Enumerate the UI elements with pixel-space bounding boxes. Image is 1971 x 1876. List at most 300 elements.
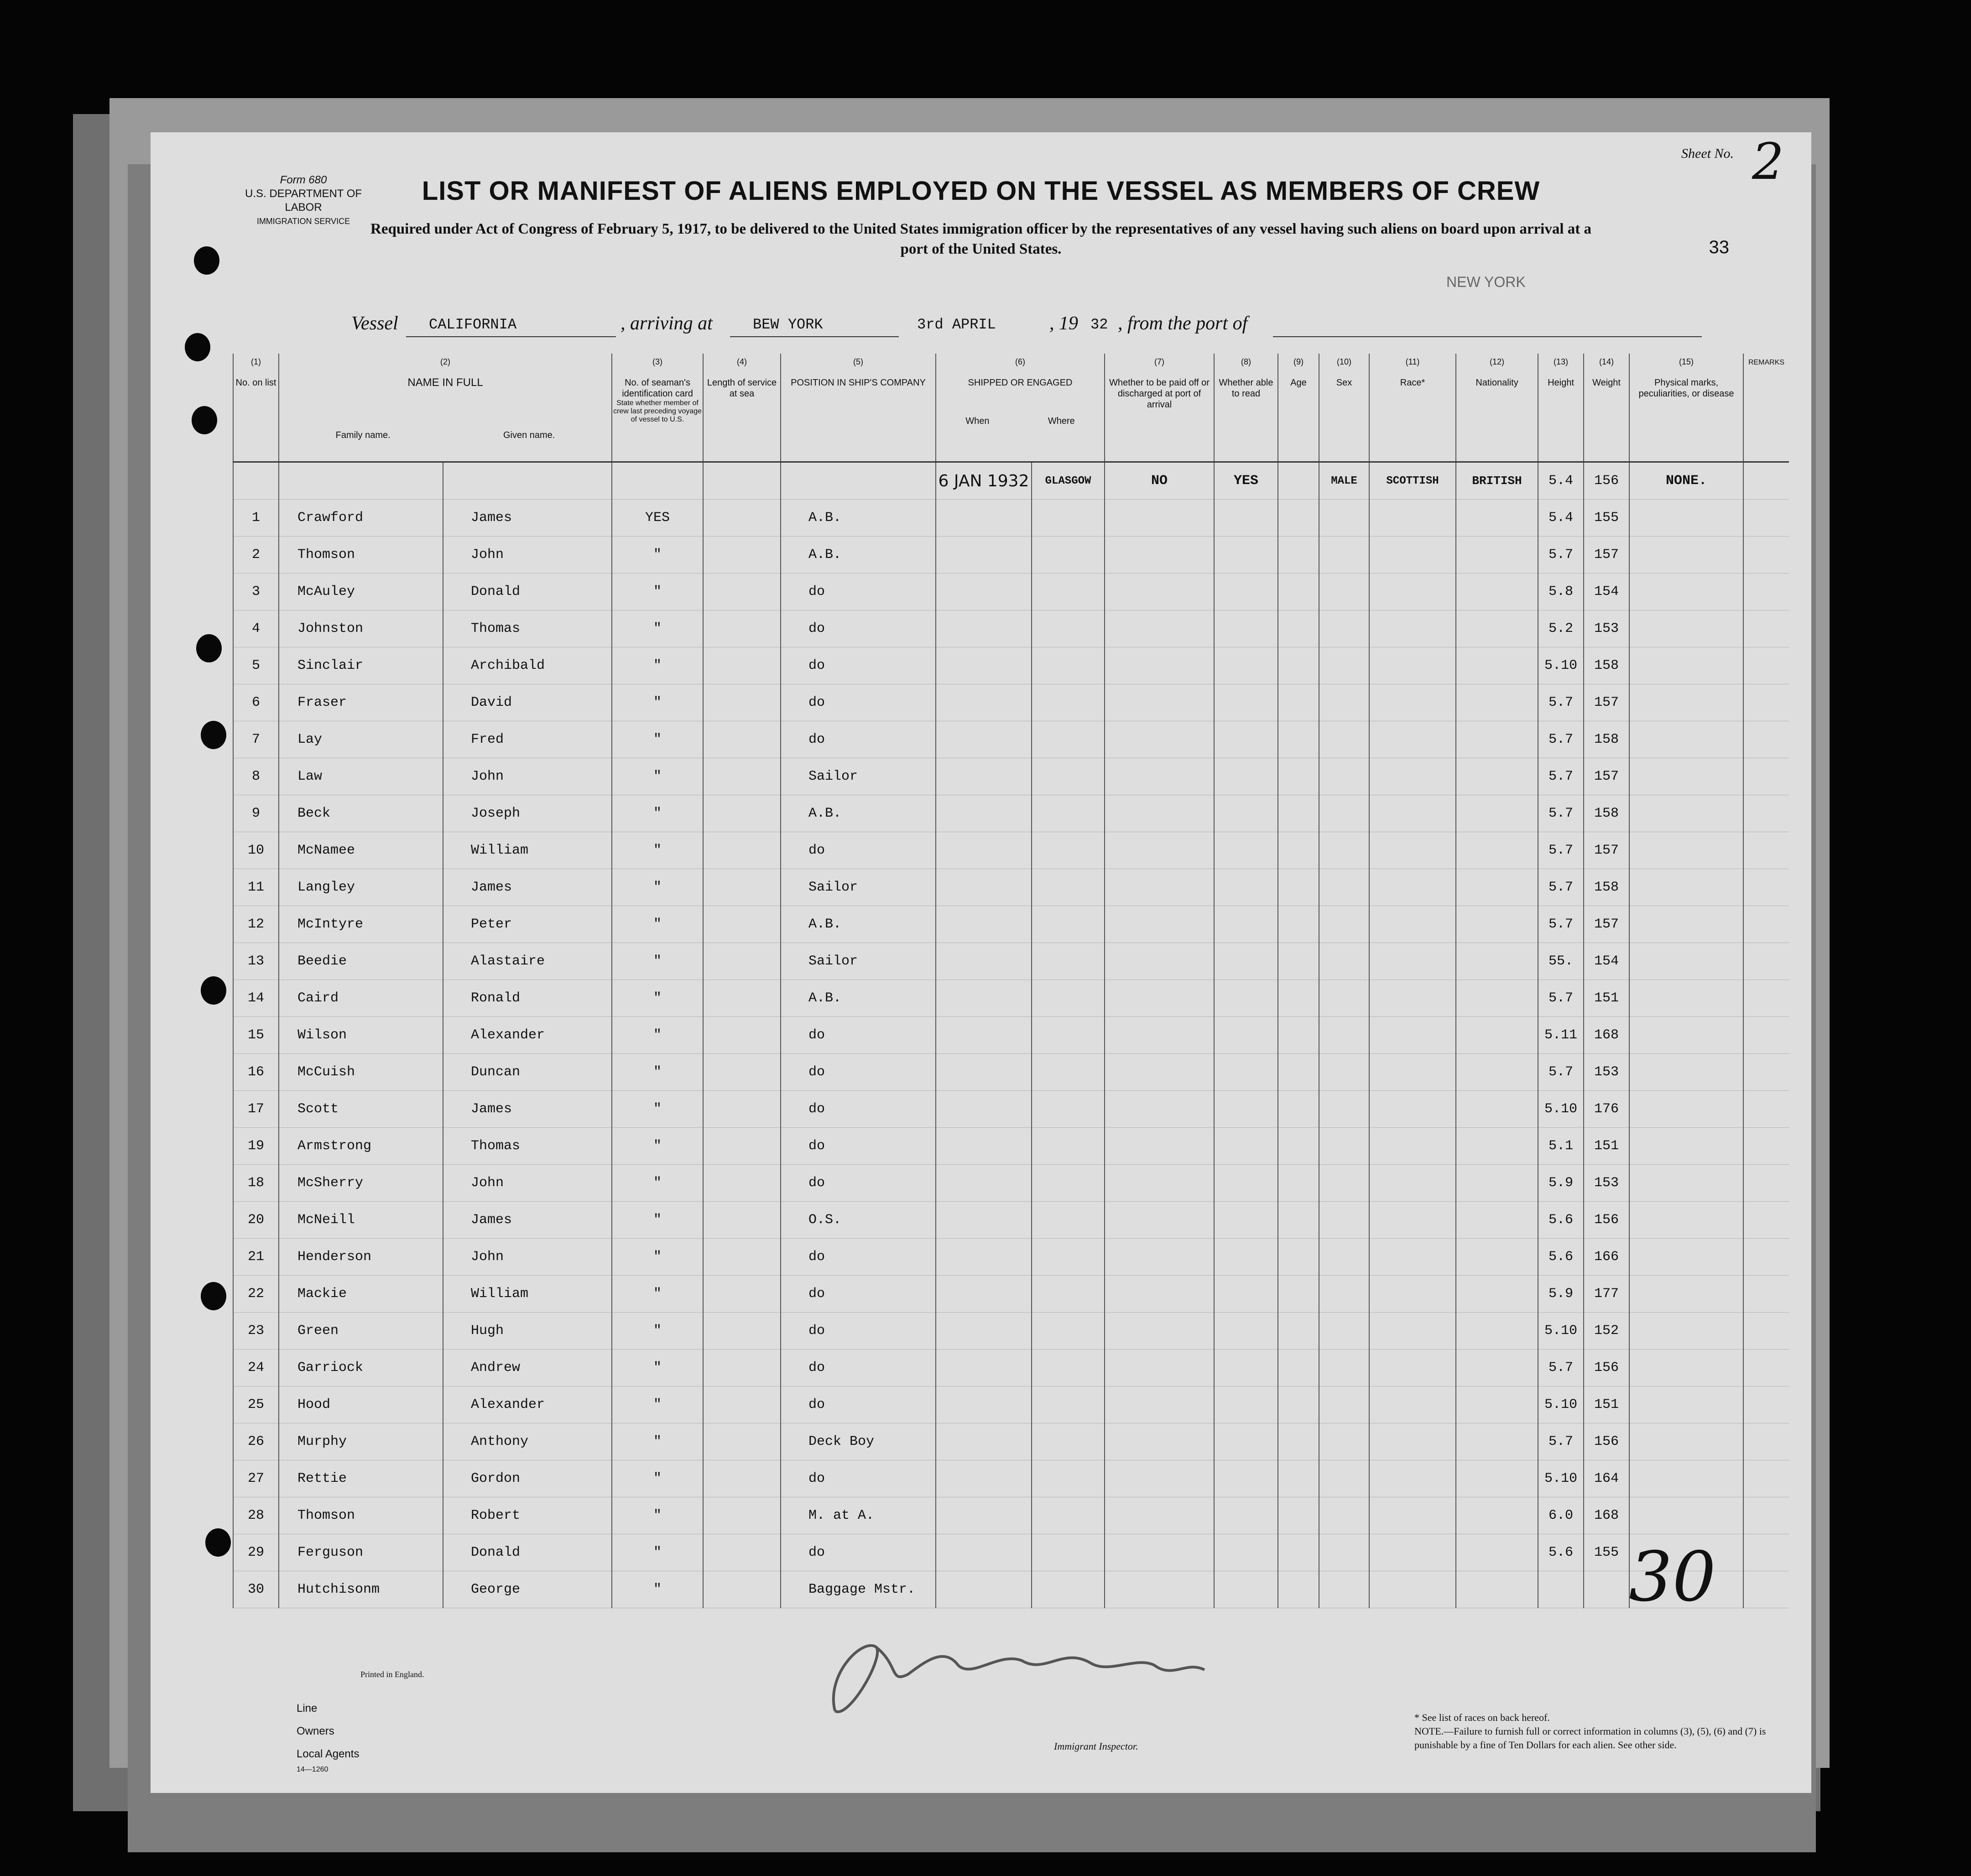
able-to-read bbox=[1214, 500, 1278, 537]
crew-number: 4 bbox=[233, 610, 279, 647]
inspector-signature bbox=[808, 1620, 1218, 1738]
service-length bbox=[703, 1571, 781, 1608]
position: do bbox=[781, 1054, 936, 1091]
family-name: Beedie bbox=[279, 943, 443, 980]
weight: 153 bbox=[1584, 1165, 1629, 1202]
family-name: McIntyre bbox=[279, 906, 443, 943]
age bbox=[1278, 684, 1319, 721]
able-to-read bbox=[1214, 906, 1278, 943]
physical-marks bbox=[1629, 647, 1743, 684]
physical-marks bbox=[1629, 1202, 1743, 1239]
nationality bbox=[1456, 721, 1538, 758]
footer-note bbox=[1414, 1711, 1788, 1752]
table-row bbox=[233, 1386, 1789, 1423]
able-to-read bbox=[1214, 1386, 1278, 1423]
shipped-when bbox=[936, 869, 1032, 906]
line-label: Line bbox=[297, 1702, 318, 1714]
position: A.B. bbox=[781, 537, 936, 573]
physical-marks bbox=[1629, 500, 1743, 537]
given-name: George bbox=[443, 1571, 612, 1608]
height: 5.7 bbox=[1538, 832, 1584, 869]
remarks bbox=[1743, 1017, 1789, 1054]
punch-hole bbox=[194, 246, 219, 275]
nationality bbox=[1456, 1386, 1538, 1423]
crew-number: 2 bbox=[233, 537, 279, 573]
table-row bbox=[233, 684, 1789, 721]
col-header-age: (9) Age bbox=[1278, 354, 1319, 462]
able-to-read bbox=[1214, 1128, 1278, 1165]
family-name: Hutchisonm bbox=[279, 1571, 443, 1608]
sex bbox=[1319, 1497, 1369, 1534]
able-to-read bbox=[1214, 832, 1278, 869]
remarks bbox=[1743, 1165, 1789, 1202]
shipped-when bbox=[936, 1091, 1032, 1128]
race bbox=[1369, 869, 1456, 906]
shipped-where bbox=[1032, 1128, 1105, 1165]
physical-marks bbox=[1629, 1091, 1743, 1128]
read-value: YES bbox=[1214, 462, 1278, 500]
service-length bbox=[703, 684, 781, 721]
weight: 154 bbox=[1584, 943, 1629, 980]
punch-hole bbox=[196, 634, 222, 662]
given-name: Fred bbox=[443, 721, 612, 758]
race bbox=[1369, 1276, 1456, 1313]
table-row bbox=[233, 1423, 1789, 1460]
given-name: Archibald bbox=[443, 647, 612, 684]
nationality bbox=[1456, 943, 1538, 980]
remarks bbox=[1743, 1423, 1789, 1460]
race bbox=[1369, 684, 1456, 721]
race bbox=[1369, 1460, 1456, 1497]
shipped-where bbox=[1032, 1239, 1105, 1276]
crew-number: 27 bbox=[233, 1460, 279, 1497]
shipped-when bbox=[936, 610, 1032, 647]
age bbox=[1278, 1128, 1319, 1165]
card-value: " bbox=[612, 1091, 703, 1128]
race bbox=[1369, 1091, 1456, 1128]
col-header-name: (2) NAME IN FULL Family name. Given name. bbox=[279, 354, 612, 462]
card-value: " bbox=[612, 980, 703, 1017]
able-to-read bbox=[1214, 1165, 1278, 1202]
manifest-page bbox=[151, 132, 1811, 1793]
height: 5.10 bbox=[1538, 1386, 1584, 1423]
physical-marks bbox=[1629, 684, 1743, 721]
able-to-read bbox=[1214, 795, 1278, 832]
height: 5.7 bbox=[1538, 684, 1584, 721]
height: 5.7 bbox=[1538, 537, 1584, 573]
age bbox=[1278, 537, 1319, 573]
shipped-where bbox=[1032, 1423, 1105, 1460]
shipped-where bbox=[1032, 537, 1105, 573]
age bbox=[1278, 610, 1319, 647]
card-value: " bbox=[612, 1054, 703, 1091]
height: 5.7 bbox=[1538, 1350, 1584, 1386]
remarks bbox=[1743, 795, 1789, 832]
remarks bbox=[1743, 537, 1789, 573]
height: 6.0 bbox=[1538, 1497, 1584, 1534]
crew-number: 18 bbox=[233, 1165, 279, 1202]
able-to-read bbox=[1214, 1534, 1278, 1571]
shipped-when bbox=[936, 1350, 1032, 1386]
able-to-read bbox=[1214, 610, 1278, 647]
height: 5.7 bbox=[1538, 1423, 1584, 1460]
card-value: " bbox=[612, 1313, 703, 1350]
family-name: Hood bbox=[279, 1386, 443, 1423]
sex bbox=[1319, 1054, 1369, 1091]
nationality bbox=[1456, 795, 1538, 832]
remarks bbox=[1743, 1534, 1789, 1571]
owners-label: Owners bbox=[297, 1725, 334, 1737]
service-length bbox=[703, 869, 781, 906]
position: do bbox=[781, 1165, 936, 1202]
physical-marks bbox=[1629, 1497, 1743, 1534]
family-name: Crawford bbox=[279, 500, 443, 537]
card-value: " bbox=[612, 647, 703, 684]
given-name: James bbox=[443, 500, 612, 537]
position: do bbox=[781, 573, 936, 610]
vessel-rule bbox=[406, 336, 616, 337]
crew-number: 8 bbox=[233, 758, 279, 795]
given-name: James bbox=[443, 1202, 612, 1239]
nationality bbox=[1456, 1571, 1538, 1608]
nationality bbox=[1456, 832, 1538, 869]
remarks bbox=[1743, 1239, 1789, 1276]
port-stamp: NEW YORK bbox=[1446, 274, 1526, 290]
sex bbox=[1319, 684, 1369, 721]
shipped-where bbox=[1032, 869, 1105, 906]
shipped-where bbox=[1032, 1276, 1105, 1313]
shipped-when bbox=[936, 721, 1032, 758]
race bbox=[1369, 1350, 1456, 1386]
table-row bbox=[233, 1534, 1789, 1571]
shipped-when bbox=[936, 500, 1032, 537]
height: 5.7 bbox=[1538, 758, 1584, 795]
printed-in-england: Printed in England. bbox=[360, 1670, 424, 1679]
sex bbox=[1319, 573, 1369, 610]
race bbox=[1369, 647, 1456, 684]
race bbox=[1369, 1239, 1456, 1276]
height: 5.6 bbox=[1538, 1202, 1584, 1239]
shipped-where bbox=[1032, 1054, 1105, 1091]
race bbox=[1369, 1386, 1456, 1423]
given-name: John bbox=[443, 758, 612, 795]
shipped-when bbox=[936, 647, 1032, 684]
age bbox=[1278, 980, 1319, 1017]
sheet-number-label: Sheet No. bbox=[1681, 146, 1734, 161]
height: 55. bbox=[1538, 943, 1584, 980]
able-to-read bbox=[1214, 647, 1278, 684]
paid-off bbox=[1105, 647, 1214, 684]
shipped-where bbox=[1032, 684, 1105, 721]
physical-marks bbox=[1629, 1350, 1743, 1386]
shipped-when bbox=[936, 943, 1032, 980]
able-to-read bbox=[1214, 1091, 1278, 1128]
family-name: Scott bbox=[279, 1091, 443, 1128]
card-value: YES bbox=[612, 500, 703, 537]
shipped-where bbox=[1032, 647, 1105, 684]
position: do bbox=[781, 1091, 936, 1128]
weight: 156 bbox=[1584, 1202, 1629, 1239]
family-name: Sinclair bbox=[279, 647, 443, 684]
card-value: " bbox=[612, 869, 703, 906]
sex bbox=[1319, 1202, 1369, 1239]
service-length bbox=[703, 906, 781, 943]
position: do bbox=[781, 1313, 936, 1350]
paid-off bbox=[1105, 1313, 1214, 1350]
service-length bbox=[703, 1017, 781, 1054]
family-name-header: Family name. bbox=[335, 430, 391, 440]
height: 5.9 bbox=[1538, 1165, 1584, 1202]
given-name: Ronald bbox=[443, 980, 612, 1017]
race bbox=[1369, 610, 1456, 647]
department-name: U.S. DEPARTMENT OF LABOR bbox=[245, 188, 362, 214]
paid-off bbox=[1105, 943, 1214, 980]
race-value: SCOTTISH bbox=[1369, 462, 1456, 500]
table-row bbox=[233, 610, 1789, 647]
shipped-where bbox=[1032, 795, 1105, 832]
table-row bbox=[233, 1165, 1789, 1202]
penalty-note: NOTE.—Failure to furnish full or correct information in columns (3), (5), (6) and (7) is punishable by a fine of Ten Dollars for each alien. See other side. bbox=[1414, 1725, 1766, 1751]
table-row bbox=[233, 1350, 1789, 1386]
nationality bbox=[1456, 906, 1538, 943]
family-name: Mackie bbox=[279, 1276, 443, 1313]
card-value: " bbox=[612, 795, 703, 832]
nationality bbox=[1456, 1017, 1538, 1054]
service-length bbox=[703, 1534, 781, 1571]
physical-marks bbox=[1629, 1128, 1743, 1165]
arriving-port: BEW YORK bbox=[753, 316, 823, 333]
card-value: " bbox=[612, 1571, 703, 1608]
age bbox=[1278, 1202, 1319, 1239]
position: A.B. bbox=[781, 980, 936, 1017]
shipped-when bbox=[936, 537, 1032, 573]
position: do bbox=[781, 684, 936, 721]
form-number: Form 680 bbox=[280, 174, 327, 186]
crew-number: 29 bbox=[233, 1534, 279, 1571]
paid-off bbox=[1105, 1497, 1214, 1534]
table-row bbox=[233, 500, 1789, 537]
sex bbox=[1319, 647, 1369, 684]
paid-off bbox=[1105, 795, 1214, 832]
crew-number: 21 bbox=[233, 1239, 279, 1276]
paid-off bbox=[1105, 869, 1214, 906]
table-row bbox=[233, 832, 1789, 869]
able-to-read bbox=[1214, 1239, 1278, 1276]
weight: 156 bbox=[1584, 1423, 1629, 1460]
shipped-when bbox=[936, 1313, 1032, 1350]
remarks bbox=[1743, 1128, 1789, 1165]
height: 5.1 bbox=[1538, 1128, 1584, 1165]
service-length bbox=[703, 1386, 781, 1423]
family-name: Law bbox=[279, 758, 443, 795]
position: do bbox=[781, 721, 936, 758]
position: O.S. bbox=[781, 1202, 936, 1239]
card-value: " bbox=[612, 1276, 703, 1313]
shipped-when bbox=[936, 832, 1032, 869]
race bbox=[1369, 1128, 1456, 1165]
race bbox=[1369, 1571, 1456, 1608]
table-row bbox=[233, 906, 1789, 943]
shipped-when bbox=[936, 1386, 1032, 1423]
shipped-when bbox=[936, 758, 1032, 795]
weight: 151 bbox=[1584, 1386, 1629, 1423]
height-value: 5.4 bbox=[1538, 462, 1584, 500]
sex bbox=[1319, 943, 1369, 980]
paid-off bbox=[1105, 684, 1214, 721]
height: 5.7 bbox=[1538, 869, 1584, 906]
race bbox=[1369, 1313, 1456, 1350]
age bbox=[1278, 832, 1319, 869]
service-length bbox=[703, 758, 781, 795]
col-header-position: (5) POSITION IN SHIP'S COMPANY bbox=[781, 354, 936, 462]
physical-marks bbox=[1629, 832, 1743, 869]
table-row bbox=[233, 795, 1789, 832]
remarks bbox=[1743, 1497, 1789, 1534]
shipped-when bbox=[936, 1202, 1032, 1239]
given-name: William bbox=[443, 832, 612, 869]
race bbox=[1369, 1054, 1456, 1091]
height: 5.7 bbox=[1538, 795, 1584, 832]
physical-marks bbox=[1629, 1460, 1743, 1497]
family-name: Fraser bbox=[279, 684, 443, 721]
service-length bbox=[703, 1128, 781, 1165]
arriving-label: , arriving at bbox=[620, 313, 713, 334]
table-row bbox=[233, 1017, 1789, 1054]
able-to-read bbox=[1214, 1350, 1278, 1386]
shipped-when bbox=[936, 1017, 1032, 1054]
crew-number: 20 bbox=[233, 1202, 279, 1239]
given-name: Gordon bbox=[443, 1460, 612, 1497]
family-name: Armstrong bbox=[279, 1128, 443, 1165]
remarks bbox=[1743, 500, 1789, 537]
nationality bbox=[1456, 573, 1538, 610]
service-length bbox=[703, 721, 781, 758]
weight: 151 bbox=[1584, 1128, 1629, 1165]
punch-hole bbox=[201, 976, 226, 1005]
shipped-where bbox=[1032, 943, 1105, 980]
nationality bbox=[1456, 647, 1538, 684]
crew-number: 23 bbox=[233, 1313, 279, 1350]
paid-off bbox=[1105, 1202, 1214, 1239]
crew-number: 10 bbox=[233, 832, 279, 869]
family-name: McAuley bbox=[279, 573, 443, 610]
age bbox=[1278, 1460, 1319, 1497]
service-length bbox=[703, 1423, 781, 1460]
service-length bbox=[703, 795, 781, 832]
remarks bbox=[1743, 1091, 1789, 1128]
weight: 168 bbox=[1584, 1497, 1629, 1534]
col-header-service: (4) Length of service at sea bbox=[703, 354, 781, 462]
nationality bbox=[1456, 500, 1538, 537]
remarks bbox=[1743, 980, 1789, 1017]
shipped-where bbox=[1032, 906, 1105, 943]
family-name: Garriock bbox=[279, 1350, 443, 1386]
table-row bbox=[233, 980, 1789, 1017]
weight: 156 bbox=[1584, 1350, 1629, 1386]
paid-off bbox=[1105, 537, 1214, 573]
service-length bbox=[703, 1091, 781, 1128]
service-length bbox=[703, 647, 781, 684]
remarks bbox=[1743, 721, 1789, 758]
shipped-when bbox=[936, 684, 1032, 721]
nationality bbox=[1456, 980, 1538, 1017]
remarks bbox=[1743, 869, 1789, 906]
height: 5.7 bbox=[1538, 980, 1584, 1017]
height: 5.6 bbox=[1538, 1534, 1584, 1571]
card-value: " bbox=[612, 721, 703, 758]
card-value: " bbox=[612, 1128, 703, 1165]
shipped-when bbox=[936, 1239, 1032, 1276]
sex bbox=[1319, 1460, 1369, 1497]
nationality bbox=[1456, 1128, 1538, 1165]
shipped-when bbox=[936, 1165, 1032, 1202]
crew-number: 3 bbox=[233, 573, 279, 610]
given-name: Thomas bbox=[443, 610, 612, 647]
shipped-where bbox=[1032, 1386, 1105, 1423]
given-name: William bbox=[443, 1276, 612, 1313]
page-subtitle: Required under Act of Congress of February 5, 1917, to be delivered to the United States immigration officer by the representatives of any vessel having such aliens on board upon arrival at a port of the United States. bbox=[370, 221, 1591, 257]
remarks bbox=[1743, 1202, 1789, 1239]
page-number: 33 bbox=[1709, 237, 1729, 257]
card-value: " bbox=[612, 573, 703, 610]
col-header-marks: (15) Physical marks, peculiarities, or disease bbox=[1629, 354, 1743, 462]
age bbox=[1278, 1091, 1319, 1128]
given-name: David bbox=[443, 684, 612, 721]
able-to-read bbox=[1214, 684, 1278, 721]
weight: 152 bbox=[1584, 1313, 1629, 1350]
position: M. at A. bbox=[781, 1497, 936, 1534]
table-row bbox=[233, 1239, 1789, 1276]
sex bbox=[1319, 610, 1369, 647]
sex bbox=[1319, 869, 1369, 906]
shipped-when bbox=[936, 573, 1032, 610]
shipped-where bbox=[1032, 1460, 1105, 1497]
race bbox=[1369, 906, 1456, 943]
vessel-name: CALIFORNIA bbox=[429, 316, 517, 333]
race bbox=[1369, 832, 1456, 869]
crew-number: 6 bbox=[233, 684, 279, 721]
vessel-label: Vessel bbox=[351, 313, 398, 334]
shipped-when bbox=[936, 1534, 1032, 1571]
shipped-when: 6 JAN 1932 bbox=[936, 462, 1032, 500]
total-count-mark: 30 bbox=[1629, 1537, 1716, 1617]
weight: 155 bbox=[1584, 500, 1629, 537]
position: A.B. bbox=[781, 500, 936, 537]
weight: 166 bbox=[1584, 1239, 1629, 1276]
family-name: Henderson bbox=[279, 1239, 443, 1276]
paid-off bbox=[1105, 1423, 1214, 1460]
nationality bbox=[1456, 1202, 1538, 1239]
given-name: Donald bbox=[443, 573, 612, 610]
remarks bbox=[1743, 758, 1789, 795]
family-name: Murphy bbox=[279, 1423, 443, 1460]
given-name: Andrew bbox=[443, 1350, 612, 1386]
age bbox=[1278, 1423, 1319, 1460]
table-row bbox=[233, 1091, 1789, 1128]
service-length bbox=[703, 832, 781, 869]
position: A.B. bbox=[781, 906, 936, 943]
where-header: Where bbox=[1048, 416, 1075, 426]
remarks bbox=[1743, 943, 1789, 980]
table-row bbox=[233, 537, 1789, 573]
age bbox=[1278, 1165, 1319, 1202]
physical-marks bbox=[1629, 1276, 1743, 1313]
page-title: LIST OR MANIFEST OF ALIENS EMPLOYED ON THE VESSEL AS MEMBERS OF CREW bbox=[422, 176, 1540, 206]
given-name: Duncan bbox=[443, 1054, 612, 1091]
age bbox=[1278, 1386, 1319, 1423]
weight: 157 bbox=[1584, 832, 1629, 869]
position: Sailor bbox=[781, 758, 936, 795]
